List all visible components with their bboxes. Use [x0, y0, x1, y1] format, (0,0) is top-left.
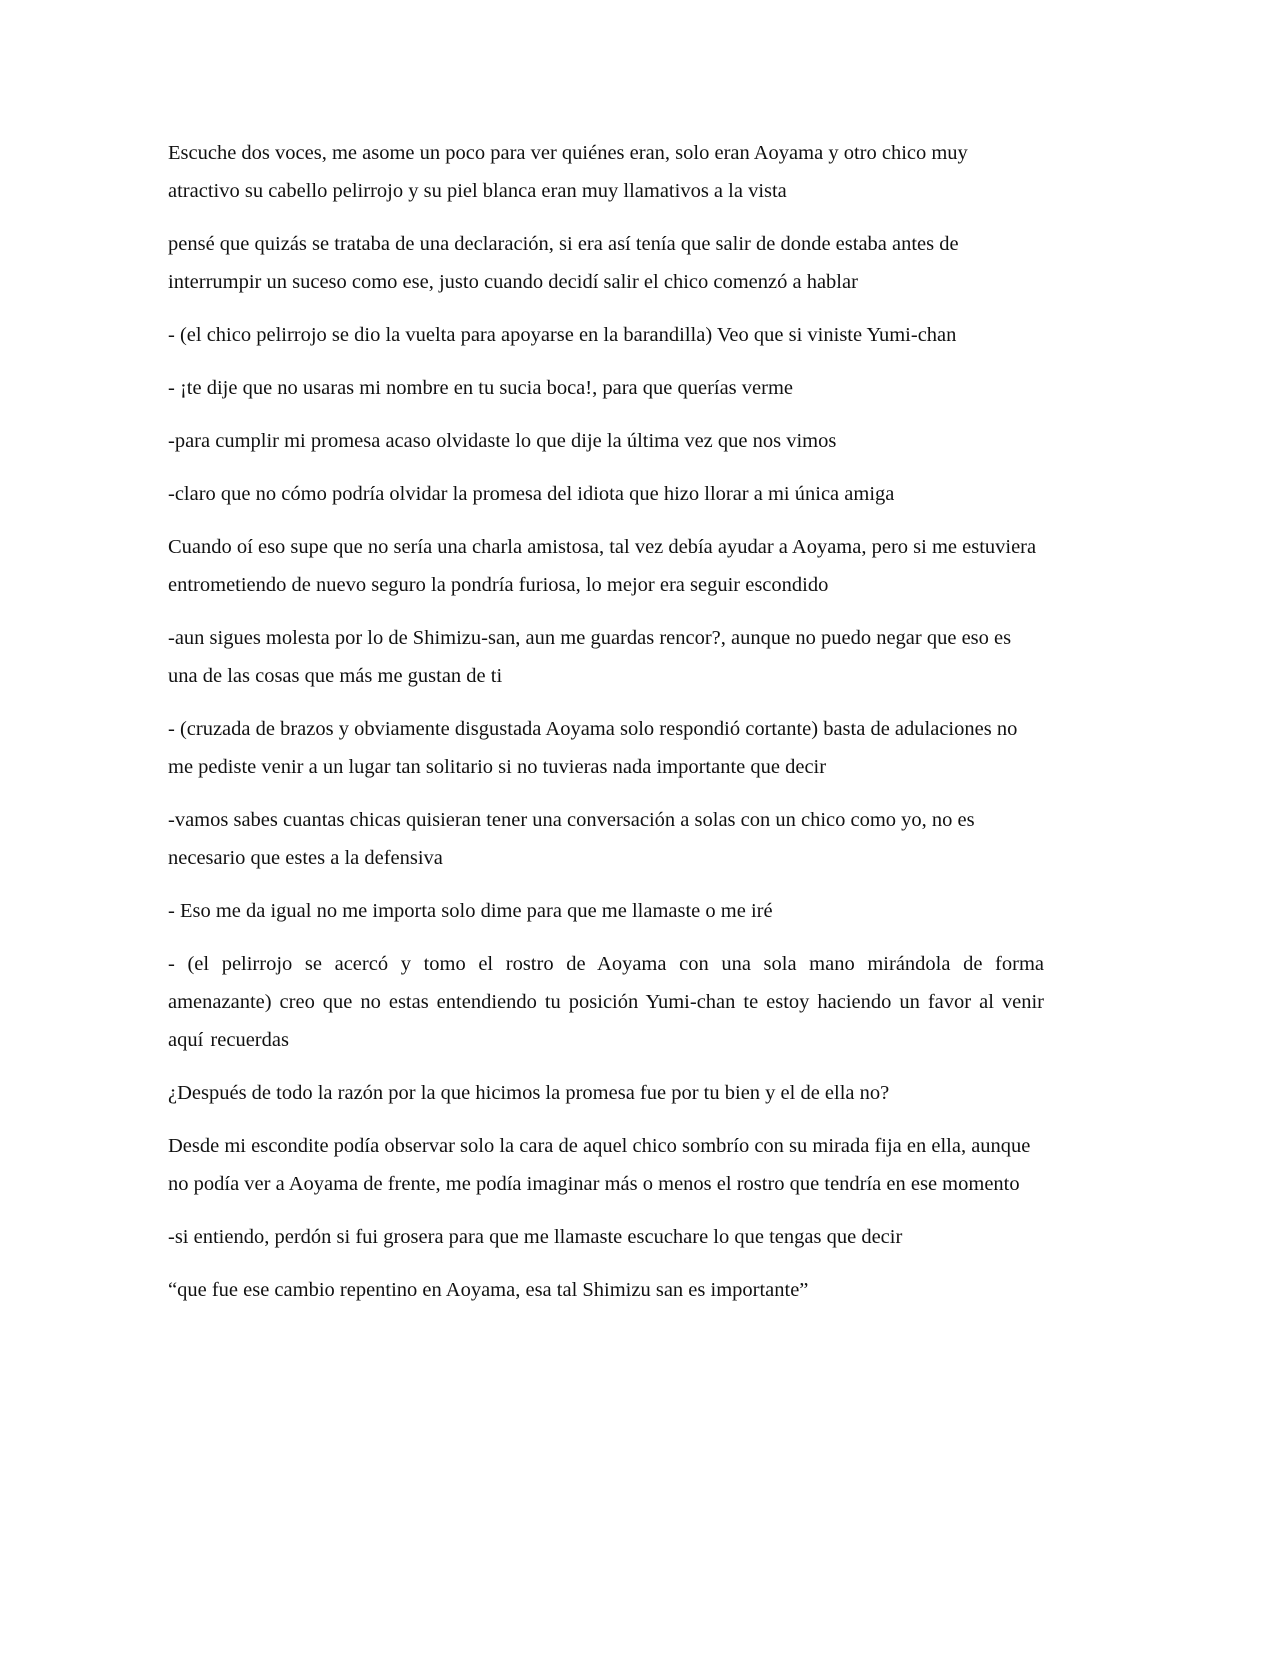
paragraph: - (cruzada de brazos y obviamente disgustada Aoyama solo respondió cortante) basta de adulaciones no me pediste venir a un lugar tan solitario si no tuvieras nada importante que decir [168, 718, 1018, 778]
paragraph: Desde mi escondite podía observar solo la cara de aquel chico sombrío con su mirada fija en ella, aunque no podía ver a Aoyama de frente, me podía imaginar más o menos el rostro que tendría en ese momento [168, 1135, 1031, 1195]
paragraph: -claro que no cómo podría olvidar la promesa del idiota que hizo llorar a mi única amiga [168, 483, 895, 505]
paragraph: - ¡te dije que no usaras mi nombre en tu sucia boca!, para que querías verme [168, 377, 794, 399]
paragraph: - (el chico pelirrojo se dio la vuelta para apoyarse en la barandilla) Veo que si viniste Yumi-chan [168, 324, 957, 346]
paragraph: - Eso me da igual no me importa solo dime para que me llamaste o me iré [168, 900, 773, 922]
paragraph: pensé que quizás se trataba de una declaración, si era así tenía que salir de donde estaba antes de interrumpir un suceso como ese, justo cuando decidí salir el chico comenzó a hablar [168, 233, 959, 293]
paragraph: -si entiendo, perdón si fui grosera para que me llamaste escuchare lo que tengas que decir [168, 1226, 903, 1248]
document-page [168, 134, 1044, 1324]
paragraph: Escuche dos voces, me asome un poco para ver quiénes eran, solo eran Aoyama y otro chico muy atractivo su cabello pelirrojo y su piel blanca eran muy llamativos a la vista [168, 142, 968, 202]
paragraph: Cuando oí eso supe que no sería una charla amistosa, tal vez debía ayudar a Aoyama, pero si me estuviera entrometiendo de nuevo seguro la pondría furiosa, lo mejor era seguir escondido [168, 536, 1037, 596]
paragraph: -vamos sabes cuantas chicas quisieran tener una conversación a solas con un chico como yo, no es necesario que estes a la defensiva [168, 809, 975, 869]
paragraph: - (el pelirrojo se acercó y tomo el rostro de Aoyama con una sola mano mirándola de forma amenazante) creo que no estas entendiendo tu posición Yumi-chan te estoy haciendo un favor al venir aquí recuerdas [168, 953, 1044, 1051]
paragraph: ¿Después de todo la razón por la que hicimos la promesa fue por tu bien y el de ella no? [168, 1082, 890, 1104]
paragraph: “que fue ese cambio repentino en Aoyama, esa tal Shimizu san es importante” [168, 1279, 809, 1301]
paragraph: -para cumplir mi promesa acaso olvidaste lo que dije la última vez que nos vimos [168, 430, 837, 452]
paragraph: -aun sigues molesta por lo de Shimizu-san, aun me guardas rencor?, aunque no puedo negar que eso es una de las cosas que más me gustan de ti [168, 627, 1012, 687]
